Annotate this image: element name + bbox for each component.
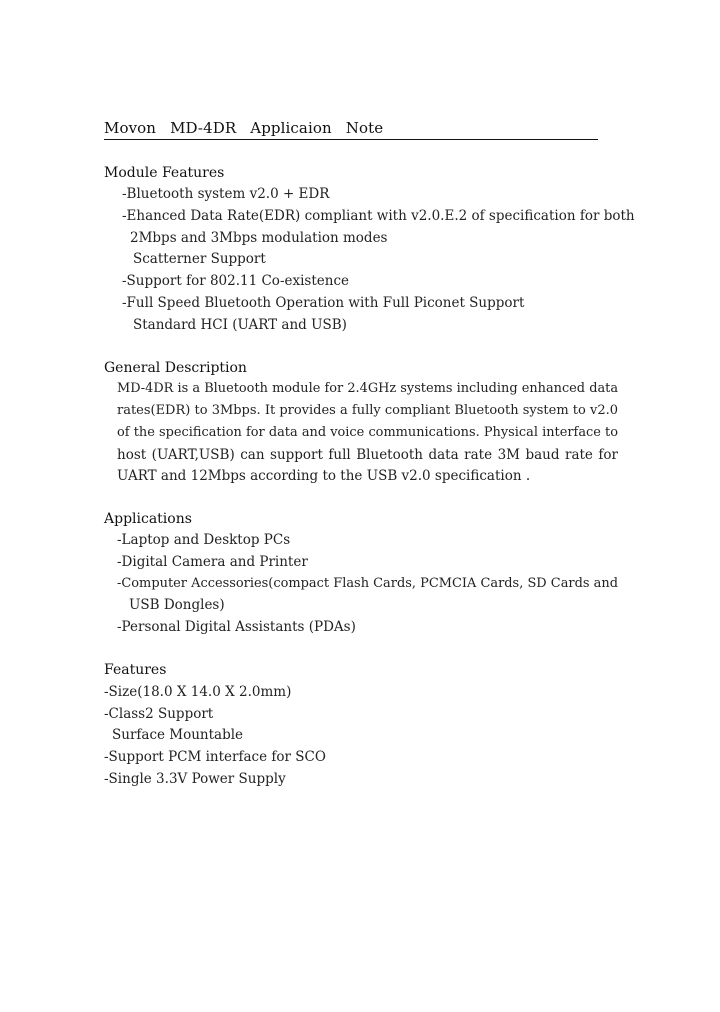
title-part: MD-4DR xyxy=(170,119,237,137)
description-line: host (UART,USB) can support full Bluetooth data rate 3M baud rate for xyxy=(117,447,618,463)
applications-heading: Applications xyxy=(104,511,192,527)
description-line: of the specification for data and voice communications. Physical interface to xyxy=(117,425,618,440)
feature-line: -Support PCM interface for SCO xyxy=(104,749,326,765)
module-feature-line: -Support for 802.11 Co-existence xyxy=(122,273,350,289)
general-description-heading: General Description xyxy=(104,360,247,376)
description-line: MD-4DR is a Bluetooth module for 2.4GHz systems including enhanced data xyxy=(117,381,618,396)
module-feature-line: 2Mbps and 3Mbps modulation modes xyxy=(130,230,388,246)
application-line: -Personal Digital Assistants (PDAs) xyxy=(117,619,356,635)
feature-line: -Single 3.3V Power Supply xyxy=(104,771,286,787)
module-feature-line: Standard HCI (UART and USB) xyxy=(133,317,347,333)
module-feature-line: -Full Speed Bluetooth Operation with Full Piconet Support xyxy=(122,295,525,311)
application-line: -Laptop and Desktop PCs xyxy=(117,532,291,548)
description-line: UART and 12Mbps according to the USB v2.0 specification . xyxy=(117,468,531,484)
title-part: Note xyxy=(345,119,384,137)
application-line: USB Dongles) xyxy=(129,597,225,613)
feature-line: -Class2 Support xyxy=(104,706,214,722)
application-line: -Computer Accessories(compact Flash Cards, PCMCIA Cards, SD Cards and xyxy=(117,576,618,591)
module-feature-line: Scatterner Support xyxy=(133,251,266,267)
application-line: -Digital Camera and Printer xyxy=(117,554,308,570)
title-part: Movon xyxy=(104,119,157,137)
module-feature-line: -Bluetooth system v2.0 + EDR xyxy=(122,186,330,202)
document-title xyxy=(104,119,598,140)
feature-line: -Size(18.0 X 14.0 X 2.0mm) xyxy=(104,684,292,700)
features-heading: Features xyxy=(104,662,167,678)
module-features-heading: Module Features xyxy=(104,165,225,181)
feature-line: Surface Mountable xyxy=(112,727,244,743)
title-part: Applicaion xyxy=(250,119,332,137)
description-line: rates(EDR) to 3Mbps. It provides a fully compliant Bluetooth system to v2.0 xyxy=(117,403,618,418)
module-feature-line: -Ehanced Data Rate(EDR) compliant with v2.0.E.2 of specification for both xyxy=(122,208,635,224)
